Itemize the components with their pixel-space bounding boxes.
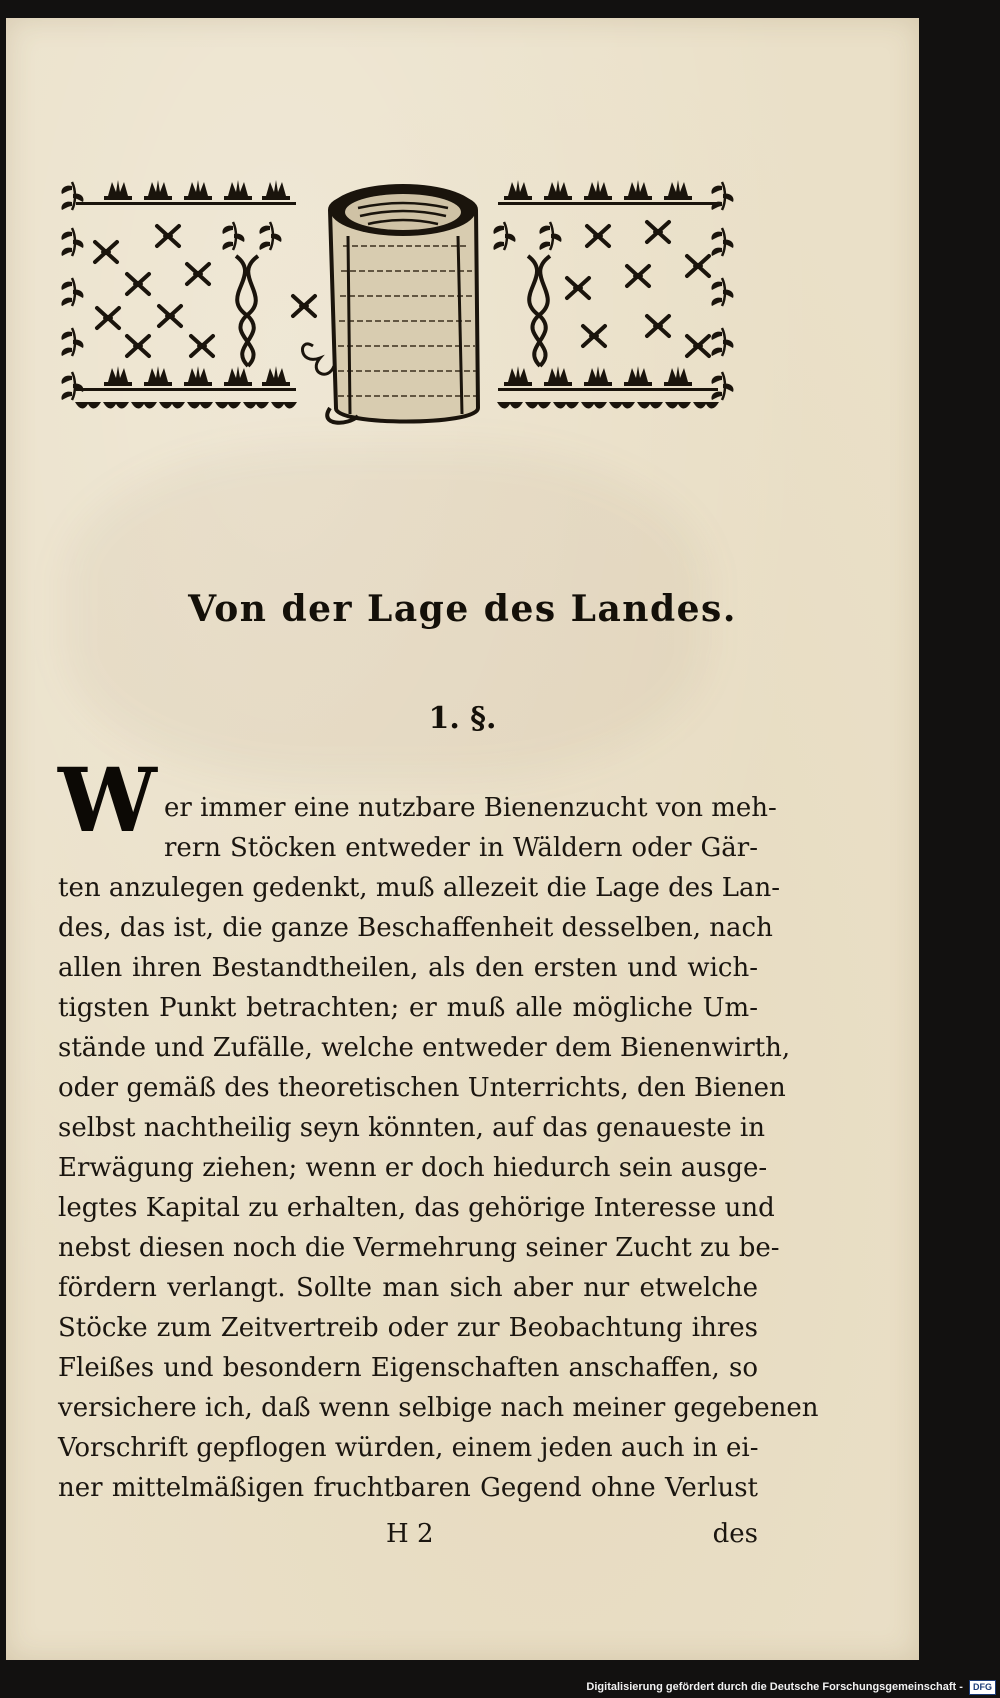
body-line: nebst diesen noch die Vermehrung seiner Zucht zu be- (58, 1233, 780, 1263)
digitization-credit (586, 1678, 996, 1696)
body-line: rern Stöcken entweder in Wäldern oder Gär- (164, 833, 758, 863)
page-footer-line (58, 1514, 758, 1554)
catchword: des (712, 1519, 758, 1549)
body-line: er immer eine nutzbare Bienenzucht von meh- (164, 793, 777, 823)
body-line: fördern verlangt. Sollte man sich aber nur etwelche (58, 1273, 758, 1303)
body-line: allen ihren Bestandtheilen, als den ersten und wich- (58, 953, 758, 983)
credit-text: Digitalisierung gefördert durch die Deutsche Forschungsgemeinschaft - (586, 1681, 963, 1693)
section-number: 1. §. (428, 701, 497, 736)
dfg-logo: DFG (969, 1680, 996, 1695)
body-line: ner mittelmäßigen fruchtbaren Gegend ohne Verlust (58, 1473, 758, 1503)
book-page (6, 18, 919, 1660)
right-border-ornament (493, 180, 733, 409)
left-border-ornament (61, 180, 315, 409)
beehive-vignette (58, 176, 778, 476)
body-line: legtes Kapital zu erhalten, das gehörige Interesse und (58, 1193, 775, 1223)
body-line: Stöcke zum Zeitvertreib oder zur Beobachtung ihres (58, 1313, 758, 1343)
body-line: selbst nachtheilig seyn könnten, auf das genaueste in (58, 1113, 765, 1143)
body-line: Erwägung ziehen; wenn er doch hiedurch sein ausge- (58, 1153, 768, 1183)
body-line: stände und Zufälle, welche entweder dem Bienenwirth, (58, 1033, 791, 1063)
signature-mark: H 2 (386, 1519, 434, 1549)
body-line: Fleißes und besondern Eigenschaften anschaffen, so (58, 1353, 758, 1383)
drop-cap: W (58, 748, 157, 852)
body-line: tigsten Punkt betrachten; er muß alle mögliche Um- (58, 993, 758, 1023)
body-line: Vorschrift gepflogen würden, einem jeden auch in ei- (58, 1433, 759, 1463)
beehive-illustration (303, 184, 478, 423)
body-line: des, das ist, die ganze Beschaffenheit desselben, nach (58, 913, 773, 943)
chapter-title: Von der Lage des Landes. (188, 588, 737, 630)
body-line: versichere ich, daß wenn selbige nach meiner gegebenen (58, 1393, 819, 1423)
body-line: oder gemäß des theoretischen Unterrichts, den Bienen (58, 1073, 786, 1103)
body-line: ten anzulegen gedenkt, muß allezeit die Lage des Lan- (58, 873, 781, 903)
